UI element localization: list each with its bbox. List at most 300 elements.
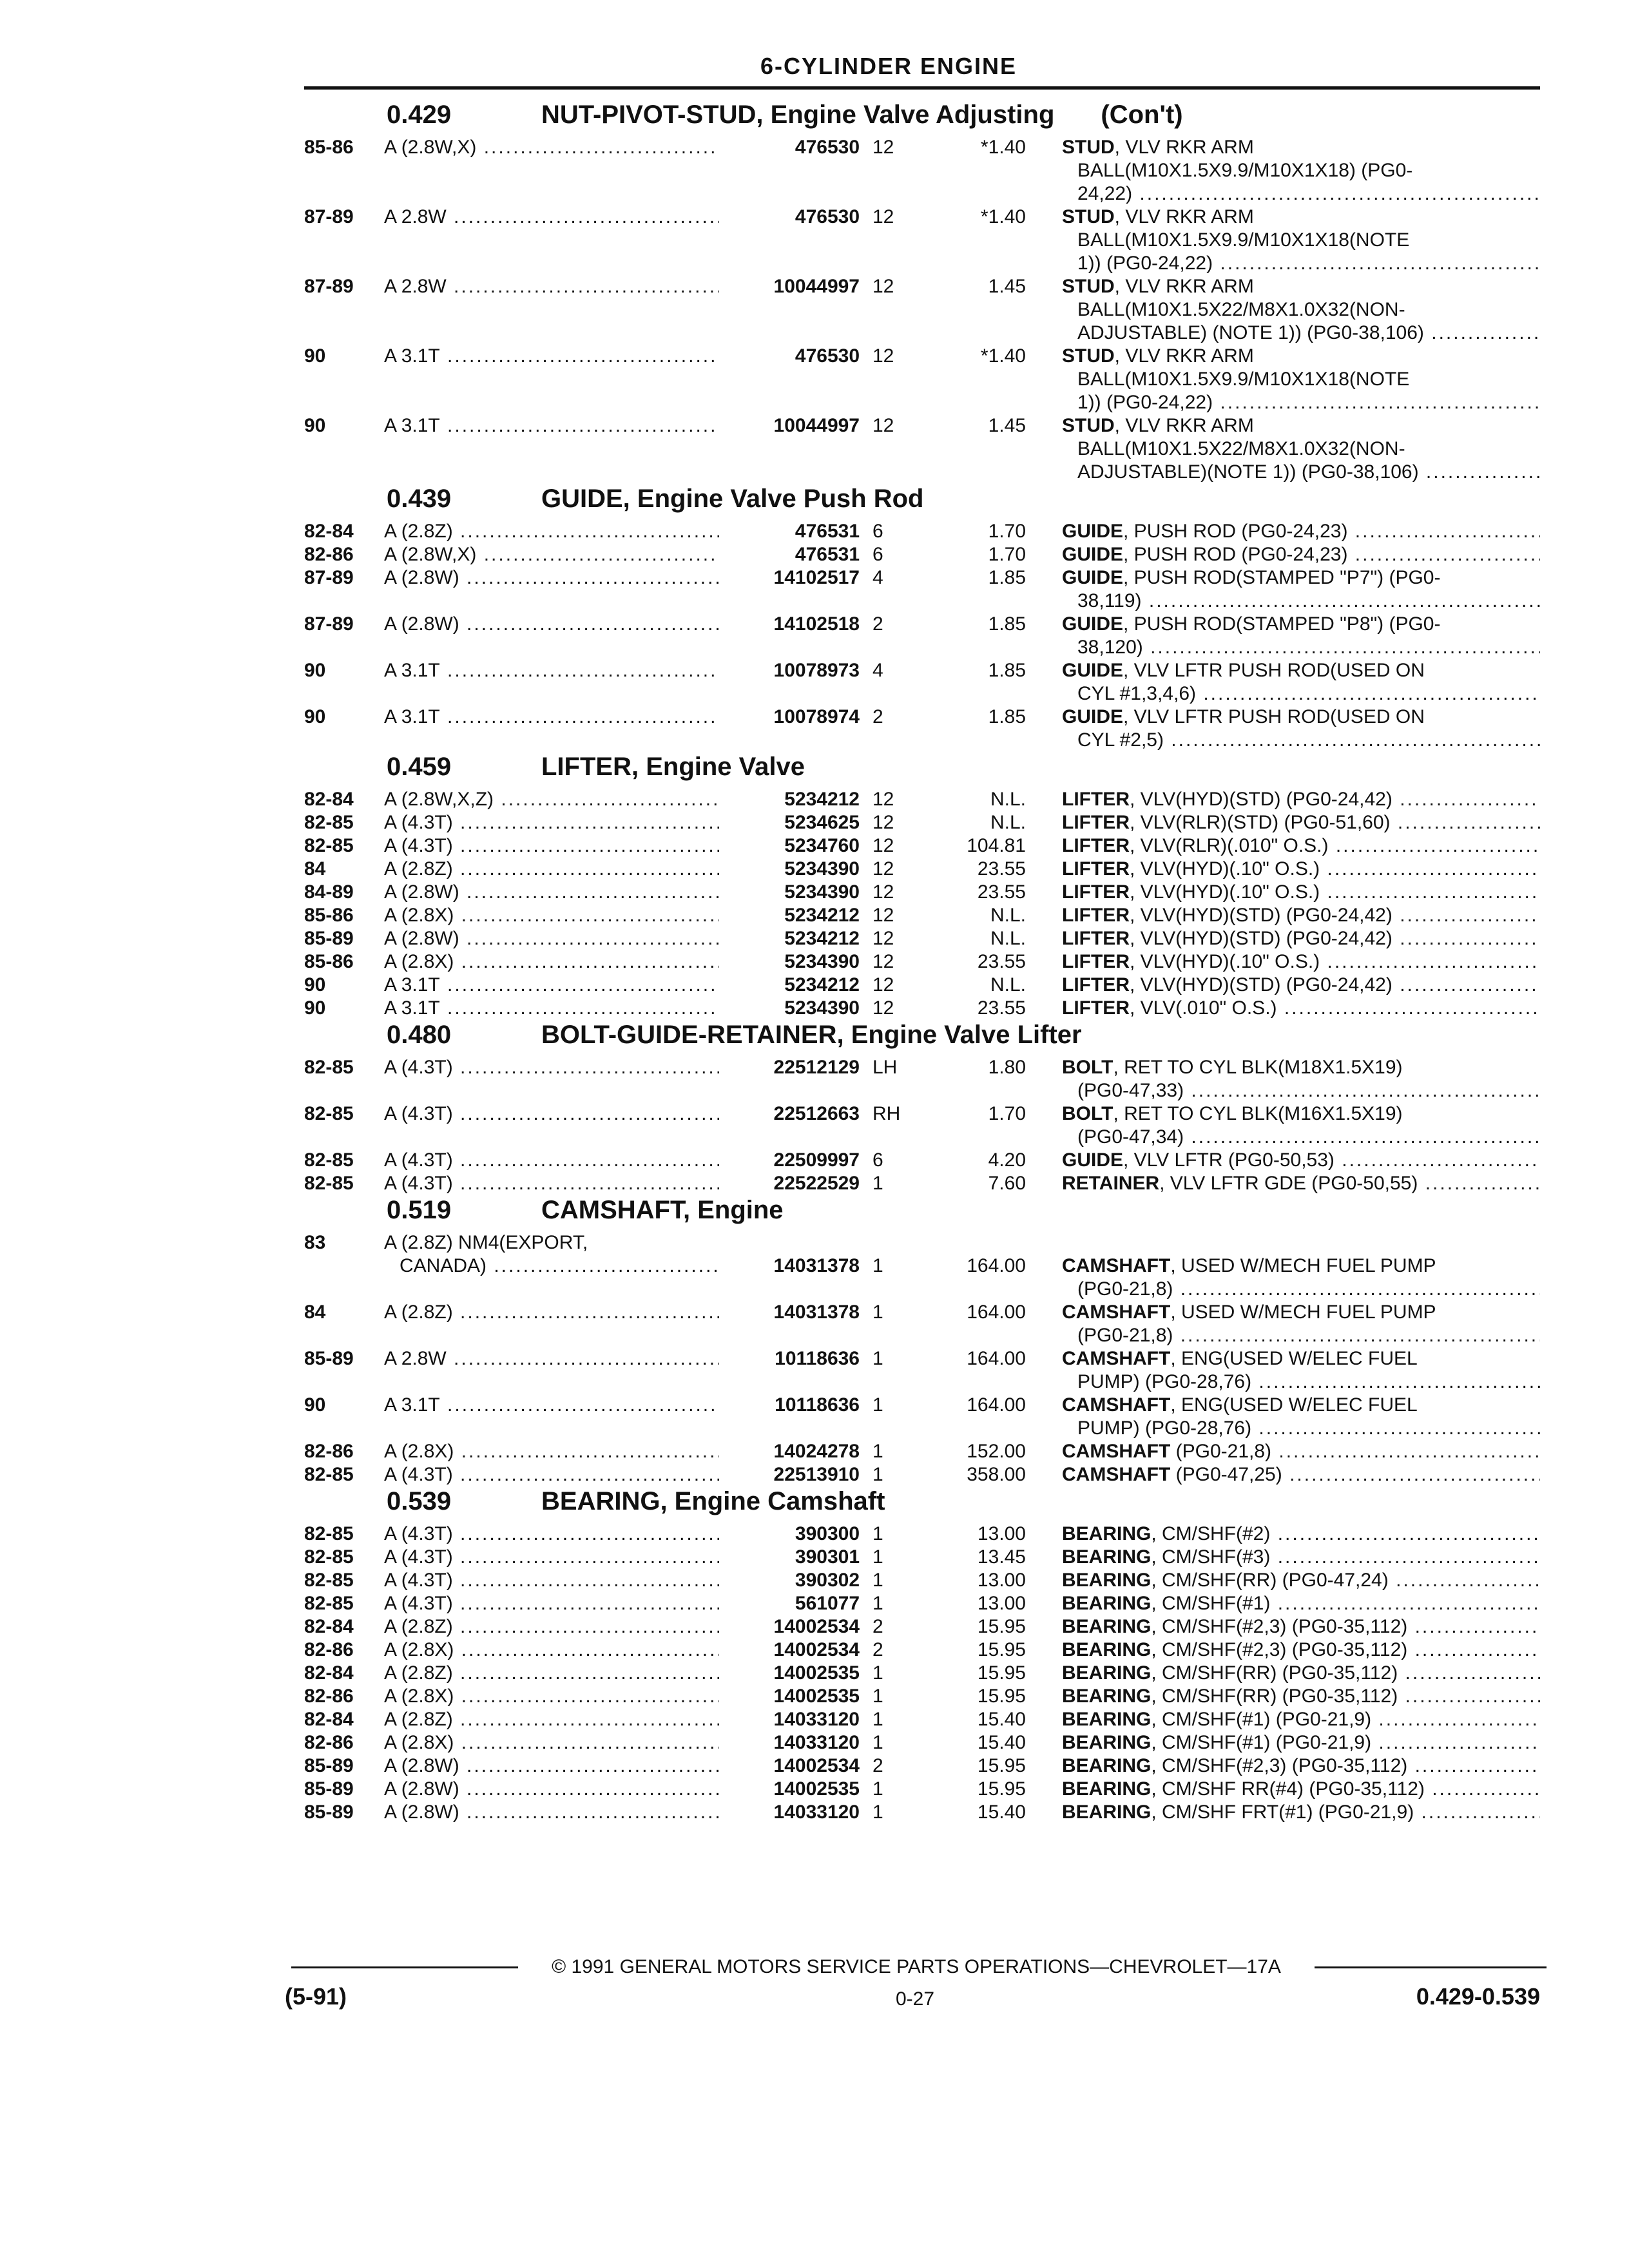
copyright-notice: © 1991 GENERAL MOTORS SERVICE PARTS OPERATIONS—CHEVROLET—17A bbox=[552, 1956, 1281, 1977]
part-description-line: BALL(M10X1.5X9.9/M10X1X18) (PG0- bbox=[1077, 160, 1413, 181]
model-years: 83 bbox=[304, 1232, 326, 1253]
part-number: 14024278 bbox=[773, 1441, 860, 1462]
price: N.L. bbox=[990, 905, 1026, 926]
part-description bbox=[1062, 660, 1540, 706]
quantity: 12 bbox=[872, 789, 894, 810]
engine-application bbox=[384, 1103, 719, 1126]
part-name-keyword: BEARING bbox=[1062, 1802, 1152, 1823]
price: 1.85 bbox=[988, 613, 1026, 635]
model-years: 90 bbox=[304, 997, 326, 1019]
price: 1.45 bbox=[988, 415, 1026, 436]
part-name-keyword: BOLT bbox=[1062, 1057, 1113, 1078]
parts-row bbox=[304, 1232, 1540, 1302]
parts-row bbox=[304, 881, 1540, 905]
part-description-line: ADJUSTABLE) (NOTE 1)) (PG0-38,106) ..... bbox=[1062, 322, 1540, 345]
quantity: 1 bbox=[872, 1348, 883, 1369]
section-heading bbox=[304, 1021, 1540, 1057]
engine-application bbox=[384, 1149, 719, 1173]
quantity: 12 bbox=[872, 206, 894, 227]
parts-row bbox=[304, 928, 1540, 951]
parts-row bbox=[304, 1348, 1540, 1394]
engine-application bbox=[384, 1686, 719, 1709]
part-number: 14033120 bbox=[773, 1732, 860, 1753]
part-name-keyword: BEARING bbox=[1062, 1755, 1152, 1776]
price: *1.40 bbox=[980, 137, 1026, 158]
price: 15.95 bbox=[977, 1686, 1026, 1707]
parts-row bbox=[304, 206, 1540, 276]
parts-row bbox=[304, 1057, 1540, 1103]
price: 4.20 bbox=[988, 1149, 1026, 1171]
part-description-line: LIFTER, VLV(HYD)(.10" O.S.) ..... bbox=[1062, 881, 1540, 905]
part-name-keyword: GUIDE bbox=[1062, 567, 1124, 588]
model-years: 82-85 bbox=[304, 1057, 354, 1078]
quantity: 2 bbox=[872, 706, 883, 727]
part-description bbox=[1062, 1173, 1540, 1196]
part-description-line: LIFTER, VLV(HYD)(STD) (PG0-24,42) ..... bbox=[1062, 905, 1540, 928]
section-title-text: BEARING, Engine Camshaft bbox=[541, 1487, 885, 1515]
model-years: 84-89 bbox=[304, 881, 354, 903]
part-description bbox=[1062, 835, 1540, 858]
part-name-keyword: CAMSHAFT bbox=[1062, 1441, 1171, 1462]
part-description-line: GUIDE, PUSH ROD(STAMPED "P8") (PG0- bbox=[1062, 613, 1441, 635]
model-years: 90 bbox=[304, 415, 326, 436]
part-description-line: GUIDE, PUSH ROD(STAMPED "P7") (PG0- bbox=[1062, 567, 1441, 588]
quantity: 2 bbox=[872, 613, 883, 635]
part-description bbox=[1062, 1639, 1540, 1662]
parts-row bbox=[304, 1149, 1540, 1173]
quantity: 12 bbox=[872, 905, 894, 926]
engine-application-line: A (4.3T) ..... bbox=[384, 1149, 719, 1173]
part-name-keyword: GUIDE bbox=[1062, 660, 1124, 681]
part-name-keyword: CAMSHAFT bbox=[1062, 1394, 1171, 1416]
engine-application bbox=[384, 812, 719, 835]
footer-rule-right bbox=[1315, 1966, 1547, 1968]
price: 13.00 bbox=[977, 1593, 1026, 1614]
part-description-line: BEARING, CM/SHF RR(#4) (PG0-35,112) ..... bbox=[1062, 1778, 1540, 1802]
price: 15.95 bbox=[977, 1778, 1026, 1800]
engine-application bbox=[384, 835, 719, 858]
model-years: 85-89 bbox=[304, 1755, 354, 1776]
part-description-line: BEARING, CM/SHF(#1) (PG0-21,9) ..... bbox=[1062, 1709, 1540, 1732]
part-number: 5234212 bbox=[784, 974, 860, 995]
part-description bbox=[1062, 1778, 1540, 1802]
engine-application-line: A (4.3T) ..... bbox=[384, 1057, 719, 1080]
section-title-text: LIFTER, Engine Valve bbox=[541, 753, 805, 781]
part-description-line: GUIDE, PUSH ROD (PG0-24,23) ..... bbox=[1062, 521, 1540, 544]
model-years: 82-85 bbox=[304, 1593, 354, 1614]
parts-row bbox=[304, 1778, 1540, 1802]
engine-application bbox=[384, 1639, 719, 1662]
part-name-keyword: LIFTER bbox=[1062, 905, 1130, 926]
part-description-line: RETAINER, VLV LFTR GDE (PG0-50,55) ..... bbox=[1062, 1173, 1540, 1196]
engine-application bbox=[384, 974, 719, 997]
part-number: 476530 bbox=[795, 345, 860, 367]
part-number: 5234390 bbox=[784, 858, 860, 879]
part-description bbox=[1062, 1523, 1540, 1546]
engine-application bbox=[384, 858, 719, 881]
part-description-line: LIFTER, VLV(HYD)(.10" O.S.) ..... bbox=[1062, 951, 1540, 974]
quantity: 1 bbox=[872, 1686, 883, 1707]
part-number: 14102517 bbox=[773, 567, 860, 588]
part-number: 14002535 bbox=[773, 1778, 860, 1800]
engine-application-line: A 2.8W ..... bbox=[384, 1348, 719, 1371]
part-description-line: PUMP) (PG0-28,76) ..... bbox=[1062, 1418, 1540, 1441]
section-continued-label: (Con't) bbox=[1101, 101, 1183, 129]
part-number: 14002534 bbox=[773, 1639, 860, 1660]
quantity: 1 bbox=[872, 1593, 883, 1614]
quantity: 1 bbox=[872, 1441, 883, 1462]
part-description bbox=[1062, 905, 1540, 928]
parts-row bbox=[304, 1639, 1540, 1662]
quantity: 1 bbox=[872, 1802, 883, 1823]
part-description bbox=[1062, 1255, 1540, 1302]
part-description-line: 38,119) ..... bbox=[1062, 590, 1540, 613]
part-number: 10078974 bbox=[773, 706, 860, 727]
part-name-keyword: BEARING bbox=[1062, 1523, 1152, 1544]
price: 1.45 bbox=[988, 276, 1026, 297]
parts-row bbox=[304, 567, 1540, 613]
engine-application bbox=[384, 1593, 719, 1616]
engine-application-line: A (2.8W) ..... bbox=[384, 1802, 719, 1825]
engine-application bbox=[384, 1546, 719, 1570]
part-description-line: BEARING, CM/SHF(#2,3) (PG0-35,112) ..... bbox=[1062, 1616, 1540, 1639]
section-number: 0.459 bbox=[387, 753, 452, 781]
part-description-line: CYL #1,3,4,6) ..... bbox=[1062, 683, 1540, 706]
model-years: 85-86 bbox=[304, 137, 354, 158]
quantity: 1 bbox=[872, 1570, 883, 1591]
part-name-keyword: BOLT bbox=[1062, 1103, 1113, 1124]
part-description-line: 24,22) ..... bbox=[1062, 183, 1540, 206]
part-description-line: STUD, VLV RKR ARM bbox=[1062, 276, 1254, 297]
model-years: 82-84 bbox=[304, 1616, 354, 1637]
engine-application bbox=[384, 521, 719, 544]
parts-row bbox=[304, 951, 1540, 974]
part-description bbox=[1062, 1546, 1540, 1570]
price: 7.60 bbox=[988, 1173, 1026, 1194]
part-description-line: GUIDE, VLV LFTR PUSH ROD(USED ON bbox=[1062, 706, 1425, 727]
engine-application-line: A (2.8X) ..... bbox=[384, 1732, 719, 1755]
engine-application bbox=[384, 567, 719, 590]
part-description-line: STUD, VLV RKR ARM bbox=[1062, 137, 1254, 158]
model-years: 90 bbox=[304, 345, 326, 367]
part-number: 476531 bbox=[795, 544, 860, 565]
price: N.L. bbox=[990, 789, 1026, 810]
engine-application-line: A (2.8W,X) ..... bbox=[384, 544, 719, 567]
part-number: 476531 bbox=[795, 521, 860, 542]
part-description bbox=[1062, 1103, 1540, 1149]
engine-application-line: A 3.1T ..... bbox=[384, 345, 719, 369]
quantity: 12 bbox=[872, 415, 894, 436]
parts-row bbox=[304, 1464, 1540, 1487]
part-number: 14031378 bbox=[773, 1255, 860, 1276]
model-years: 82-85 bbox=[304, 1523, 354, 1544]
price: 164.00 bbox=[967, 1302, 1026, 1323]
part-description-line: LIFTER, VLV(HYD)(STD) (PG0-24,42) ..... bbox=[1062, 974, 1540, 997]
part-description bbox=[1062, 567, 1540, 613]
part-description-line: (PG0-21,8) ..... bbox=[1062, 1325, 1540, 1348]
model-years: 82-84 bbox=[304, 1662, 354, 1684]
model-years: 87-89 bbox=[304, 276, 354, 297]
model-years: 82-85 bbox=[304, 1570, 354, 1591]
engine-application bbox=[384, 1302, 719, 1325]
part-description bbox=[1062, 1057, 1540, 1103]
part-name-keyword: BEARING bbox=[1062, 1570, 1152, 1591]
model-years: 82-85 bbox=[304, 1464, 354, 1485]
part-description-line: (PG0-47,33) ..... bbox=[1062, 1080, 1540, 1103]
engine-application-line: A (2.8Z) NM4(EXPORT, bbox=[384, 1232, 588, 1253]
engine-application-line: A (4.3T) ..... bbox=[384, 1546, 719, 1570]
part-number: 14002534 bbox=[773, 1755, 860, 1776]
part-name-keyword: GUIDE bbox=[1062, 521, 1124, 542]
engine-application-line: A (2.8W,X,Z) ..... bbox=[384, 789, 719, 812]
part-name-keyword: CAMSHAFT bbox=[1062, 1302, 1171, 1323]
part-description-line: CAMSHAFT (PG0-47,25) ..... bbox=[1062, 1464, 1540, 1487]
model-years: 87-89 bbox=[304, 567, 354, 588]
part-description-line: CAMSHAFT, ENG(USED W/ELEC FUEL bbox=[1062, 1348, 1418, 1369]
part-description bbox=[1062, 997, 1540, 1021]
part-description-line: BEARING, CM/SHF(RR) (PG0-47,24) ..... bbox=[1062, 1570, 1540, 1593]
engine-application bbox=[384, 1464, 719, 1487]
part-name-keyword: LIFTER bbox=[1062, 858, 1130, 879]
part-description-line: CAMSHAFT (PG0-21,8) ..... bbox=[1062, 1441, 1540, 1464]
engine-application bbox=[384, 1778, 719, 1802]
part-description-line: CAMSHAFT, USED W/MECH FUEL PUMP bbox=[1062, 1255, 1436, 1276]
engine-application-line: A (2.8Z) ..... bbox=[384, 521, 719, 544]
engine-application bbox=[384, 1709, 719, 1732]
part-description-line: LIFTER, VLV(HYD)(STD) (PG0-24,42) ..... bbox=[1062, 928, 1540, 951]
engine-application-line: A (2.8X) ..... bbox=[384, 1686, 719, 1709]
part-description-line: BEARING, CM/SHF(#2) ..... bbox=[1062, 1523, 1540, 1546]
part-description bbox=[1062, 706, 1540, 753]
engine-application bbox=[384, 1732, 719, 1755]
part-description-line: STUD, VLV RKR ARM bbox=[1062, 206, 1254, 227]
part-name-keyword: BEARING bbox=[1062, 1662, 1152, 1684]
engine-application bbox=[384, 997, 719, 1021]
part-description-line: GUIDE, PUSH ROD (PG0-24,23) ..... bbox=[1062, 544, 1540, 567]
price: 23.55 bbox=[977, 881, 1026, 903]
parts-row bbox=[304, 812, 1540, 835]
part-description bbox=[1062, 521, 1540, 544]
part-number: 10044997 bbox=[773, 415, 860, 436]
quantity: 12 bbox=[872, 276, 894, 297]
quantity: 4 bbox=[872, 660, 883, 681]
section-title bbox=[541, 1196, 784, 1225]
model-years: 84 bbox=[304, 1302, 326, 1323]
part-name-keyword: CAMSHAFT bbox=[1062, 1348, 1171, 1369]
part-description-line: LIFTER, VLV(.010" O.S.) ..... bbox=[1062, 997, 1540, 1021]
parts-row bbox=[304, 1302, 1540, 1348]
part-number: 5234212 bbox=[784, 905, 860, 926]
section-number: 0.480 bbox=[387, 1021, 452, 1049]
part-number: 14033120 bbox=[773, 1802, 860, 1823]
model-years: 82-85 bbox=[304, 1546, 354, 1568]
model-years: 87-89 bbox=[304, 206, 354, 227]
quantity: 12 bbox=[872, 881, 894, 903]
part-name-keyword: BEARING bbox=[1062, 1732, 1152, 1753]
engine-application-line: A (2.8W) ..... bbox=[384, 881, 719, 905]
quantity: 6 bbox=[872, 521, 883, 542]
part-number: 5234390 bbox=[784, 951, 860, 972]
section-title-text: NUT-PIVOT-STUD, Engine Valve Adjusting bbox=[541, 101, 1055, 129]
engine-application-line: A (2.8Z) ..... bbox=[384, 1662, 719, 1686]
part-description bbox=[1062, 137, 1540, 206]
part-description bbox=[1062, 858, 1540, 881]
part-description bbox=[1062, 1441, 1540, 1464]
part-number: 5234625 bbox=[784, 812, 860, 833]
parts-row bbox=[304, 1616, 1540, 1639]
part-description bbox=[1062, 1616, 1540, 1639]
price: *1.40 bbox=[980, 206, 1026, 227]
engine-application bbox=[384, 137, 719, 160]
price: 13.00 bbox=[977, 1523, 1026, 1544]
price: 1.70 bbox=[988, 544, 1026, 565]
part-name-keyword: CAMSHAFT bbox=[1062, 1255, 1171, 1276]
price: 1.85 bbox=[988, 567, 1026, 588]
model-years: 90 bbox=[304, 660, 326, 681]
part-description-line: CYL #2,5) ..... bbox=[1062, 729, 1540, 753]
part-name-keyword: STUD bbox=[1062, 206, 1115, 227]
part-name-keyword: LIFTER bbox=[1062, 812, 1130, 833]
engine-application-line: A 3.1T ..... bbox=[384, 706, 719, 729]
part-number: 390301 bbox=[795, 1546, 860, 1568]
engine-application-line: A (4.3T) ..... bbox=[384, 1593, 719, 1616]
part-description bbox=[1062, 1394, 1540, 1441]
part-number: 14002535 bbox=[773, 1662, 860, 1684]
quantity: 2 bbox=[872, 1616, 883, 1637]
part-number: 22512129 bbox=[773, 1057, 860, 1078]
part-name-keyword: BEARING bbox=[1062, 1593, 1152, 1614]
section-title bbox=[541, 1021, 1082, 1050]
section-title bbox=[541, 485, 923, 514]
part-name-keyword: BEARING bbox=[1062, 1546, 1152, 1568]
engine-application bbox=[384, 1755, 719, 1778]
engine-application bbox=[384, 345, 719, 369]
part-name-keyword: BEARING bbox=[1062, 1686, 1152, 1707]
engine-application bbox=[384, 660, 719, 683]
part-description-line: BALL(M10X1.5X22/M8X1.0X32(NON- bbox=[1077, 438, 1405, 459]
price: 15.95 bbox=[977, 1662, 1026, 1684]
parts-row bbox=[304, 345, 1540, 415]
price: 15.40 bbox=[977, 1802, 1026, 1823]
price: 23.55 bbox=[977, 997, 1026, 1019]
parts-row bbox=[304, 1709, 1540, 1732]
engine-application-line: A (2.8Z) ..... bbox=[384, 1302, 719, 1325]
part-number: 5234390 bbox=[784, 997, 860, 1019]
part-description-line: CAMSHAFT, USED W/MECH FUEL PUMP bbox=[1062, 1302, 1436, 1323]
model-years: 85-86 bbox=[304, 951, 354, 972]
model-years: 85-86 bbox=[304, 905, 354, 926]
engine-application bbox=[384, 1802, 719, 1825]
part-description-line: 1)) (PG0-24,22) ..... bbox=[1062, 253, 1540, 276]
quantity: 12 bbox=[872, 997, 894, 1019]
price: *1.40 bbox=[980, 345, 1026, 367]
model-years: 82-84 bbox=[304, 1709, 354, 1730]
section-number: 0.439 bbox=[387, 485, 452, 513]
part-number: 10044997 bbox=[773, 276, 860, 297]
parts-row bbox=[304, 137, 1540, 206]
part-description bbox=[1062, 544, 1540, 567]
parts-listing bbox=[304, 101, 1540, 1825]
price: 13.00 bbox=[977, 1570, 1026, 1591]
section-number: 0.519 bbox=[387, 1196, 452, 1224]
engine-application-line: A (4.3T) ..... bbox=[384, 1464, 719, 1487]
part-name-keyword: LIFTER bbox=[1062, 835, 1130, 856]
engine-application-line: A (2.8W,X) ..... bbox=[384, 137, 719, 160]
part-number: 22509997 bbox=[773, 1149, 860, 1171]
price: 1.70 bbox=[988, 521, 1026, 542]
engine-application-line: A 3.1T ..... bbox=[384, 1394, 719, 1418]
part-description-line: 38,120) ..... bbox=[1062, 637, 1540, 660]
part-description bbox=[1062, 1662, 1540, 1686]
parts-row bbox=[304, 789, 1540, 812]
quantity: 1 bbox=[872, 1523, 883, 1544]
part-name-keyword: STUD bbox=[1062, 137, 1115, 158]
price: 164.00 bbox=[967, 1394, 1026, 1416]
header-rule bbox=[304, 86, 1540, 90]
part-description bbox=[1062, 881, 1540, 905]
section-title bbox=[541, 101, 1183, 130]
engine-application bbox=[384, 613, 719, 637]
section-title-text: GUIDE, Engine Valve Push Rod bbox=[541, 485, 924, 513]
engine-application-line: A (2.8W) ..... bbox=[384, 613, 719, 637]
part-number: 5234212 bbox=[784, 928, 860, 949]
part-description-line: BOLT, RET TO CYL BLK(M16X1.5X19) bbox=[1062, 1103, 1403, 1124]
parts-row bbox=[304, 613, 1540, 660]
section-title bbox=[541, 1487, 885, 1516]
price: N.L. bbox=[990, 812, 1026, 833]
engine-application bbox=[384, 881, 719, 905]
part-description bbox=[1062, 1348, 1540, 1394]
part-number: 10118636 bbox=[775, 1394, 860, 1416]
section-heading bbox=[304, 1487, 1540, 1523]
engine-application bbox=[384, 544, 719, 567]
part-description bbox=[1062, 1686, 1540, 1709]
part-number: 14002535 bbox=[773, 1686, 860, 1707]
part-description-line: BEARING, CM/SHF(RR) (PG0-35,112) ..... bbox=[1062, 1686, 1540, 1709]
quantity: 12 bbox=[872, 928, 894, 949]
part-description bbox=[1062, 974, 1540, 997]
parts-row bbox=[304, 276, 1540, 345]
quantity: RH bbox=[872, 1103, 901, 1124]
quantity: 1 bbox=[872, 1464, 883, 1485]
price: 15.95 bbox=[977, 1639, 1026, 1660]
model-years: 84 bbox=[304, 858, 326, 879]
parts-row bbox=[304, 521, 1540, 544]
engine-application-line: CANADA) ..... bbox=[384, 1255, 719, 1278]
model-years: 82-85 bbox=[304, 1173, 354, 1194]
part-number: 5234760 bbox=[784, 835, 860, 856]
part-number: 14031378 bbox=[773, 1302, 860, 1323]
quantity: 2 bbox=[872, 1639, 883, 1660]
part-name-keyword: LIFTER bbox=[1062, 928, 1130, 949]
price: 13.45 bbox=[977, 1546, 1026, 1568]
engine-application-line: A (2.8Z) ..... bbox=[384, 858, 719, 881]
model-years: 82-86 bbox=[304, 1639, 354, 1660]
page-number: 0-27 bbox=[896, 1988, 935, 2010]
quantity: 1 bbox=[872, 1732, 883, 1753]
part-name-keyword: RETAINER bbox=[1062, 1173, 1160, 1194]
part-number: 476530 bbox=[795, 206, 860, 227]
engine-application-line: A 3.1T ..... bbox=[384, 997, 719, 1021]
part-description bbox=[1062, 613, 1540, 660]
engine-application bbox=[384, 706, 719, 729]
price: 1.85 bbox=[988, 706, 1026, 727]
part-number: 22512663 bbox=[773, 1103, 860, 1124]
section-heading bbox=[304, 1196, 1540, 1232]
part-number: 14002534 bbox=[773, 1616, 860, 1637]
parts-row bbox=[304, 835, 1540, 858]
engine-application-line: A 3.1T ..... bbox=[384, 415, 719, 438]
